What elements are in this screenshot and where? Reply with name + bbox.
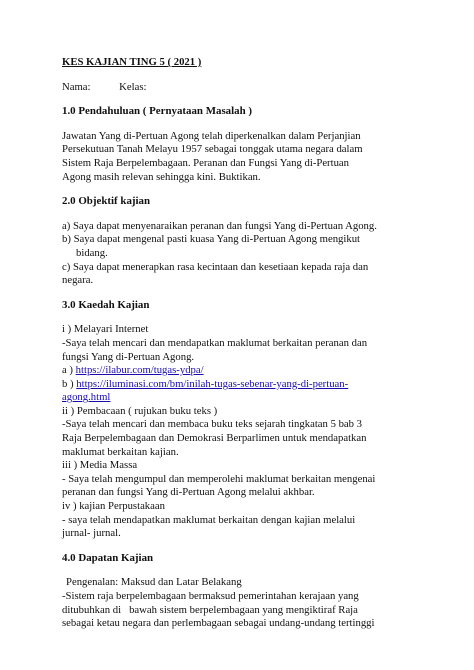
method-i-label: i ) Melayari Internet	[62, 323, 149, 336]
section4-line: -Sistem raja berpelembagaan bermaksud pemerintahan kerajaan yang	[62, 590, 359, 602]
link-b-row-2	[62, 391, 434, 405]
section2-heading: 2.0 Objektif kajian	[62, 195, 151, 208]
method-ii-line: Raja Berpelembagaan dan Demokrasi Berparlimen untuk mendapatkan	[62, 432, 367, 445]
objective-line: negara.	[62, 274, 94, 287]
method-ii-line: maklumat berkaitan kajian.	[62, 445, 179, 458]
link-a-row	[62, 364, 434, 378]
section1-line: Agong masih relevan sehingga kini. Buktikan.	[62, 170, 261, 183]
document-title: KES KAJIAN TING 5 ( 2021 )	[62, 56, 202, 68]
objective-line: bidang.	[76, 246, 108, 259]
link-b-row	[62, 378, 434, 392]
method-iii-label: iii ) Media Massa	[62, 459, 138, 472]
method-i-line: fungsi Yang di-Pertuan Agong.	[62, 350, 195, 363]
section4-heading: 4.0 Dapatan Kajian	[62, 551, 154, 564]
name-class-row	[62, 81, 434, 95]
method-iv-label: iv ) kajian Perpustakaan	[62, 500, 165, 513]
link-b-prefix: b )	[62, 377, 77, 390]
link-a-prefix: a )	[62, 364, 76, 377]
link-a[interactable]: https://ilabur.com/tugas-ydpa/	[75, 364, 204, 377]
section1-paragraph	[62, 130, 434, 184]
section3-body	[62, 323, 434, 541]
spacer	[62, 541, 434, 552]
method-ii-label: ii ) Pembacaan ( rujukan buku teks )	[62, 404, 218, 417]
section1-heading: 1.0 Pendahuluan ( Pernyataan Masalah )	[62, 105, 253, 118]
section4-body	[62, 576, 434, 630]
objective-line: c) Saya dapat menerapkan rasa kecintaan dan kesetiaan kepada raja dan	[62, 260, 369, 273]
section4-subheading: Pengenalan: Maksud dan Latar Belakang	[66, 576, 242, 589]
kelas-label: Kelas:	[119, 80, 147, 93]
section3-heading: 3.0 Kaedah Kajian	[62, 298, 150, 311]
method-iii-line: - Saya telah mengumpul dan memperolehi maklumat berkaitan mengenai	[62, 472, 376, 485]
method-iv-line: - saya telah mendapatkan maklumat berkaitan dengan kajian melalui	[62, 513, 356, 526]
section1-line: Persekutuan Tanah Melayu 1957 sebagai tonggak utama negara dalam	[62, 143, 363, 156]
method-iv-line: jurnal- jurnal.	[62, 527, 121, 540]
nama-label: Nama:	[62, 80, 91, 93]
objective-line: a) Saya dapat menyenaraikan peranan dan fungsi Yang di-Pertuan Agong.	[62, 219, 377, 232]
method-iii-line: peranan dan fungsi Yang di-Pertuan Agong melalui akhbar.	[62, 486, 315, 499]
method-i-line: -Saya telah mencari dan mendapatkan maklumat berkaitan peranan dan	[62, 336, 368, 349]
section1-line: Jawatan Yang di-Pertuan Agong telah diperkenalkan dalam Perjanjian	[62, 129, 361, 142]
link-b[interactable]: https://iluminasi.com/bm/inilah-tugas-sebenar-yang-di-pertuan-	[76, 377, 349, 390]
section4-line: ditubuhkan di bawah sistem berpelembagaan yang mengiktiraf Raja	[62, 603, 358, 616]
section1-line: Sistem Raja Berpelembagaan. Peranan dan Fungsi Yang di-Pertuan	[62, 156, 350, 169]
objective-line: b) Saya dapat mengenal pasti kuasa Yang di-Pertuan Agong mengikut	[62, 233, 361, 246]
link-b-continued[interactable]: agong.html	[62, 391, 111, 404]
section2-paragraph	[62, 220, 434, 288]
method-ii-line: -Saya telah mencari dan membaca buku teks sejarah tingkatan 5 bab 3	[62, 418, 363, 431]
section4-line: sebagai ketau negara dan perlembagaan sebagai undang-undang tertinggi	[62, 617, 375, 630]
